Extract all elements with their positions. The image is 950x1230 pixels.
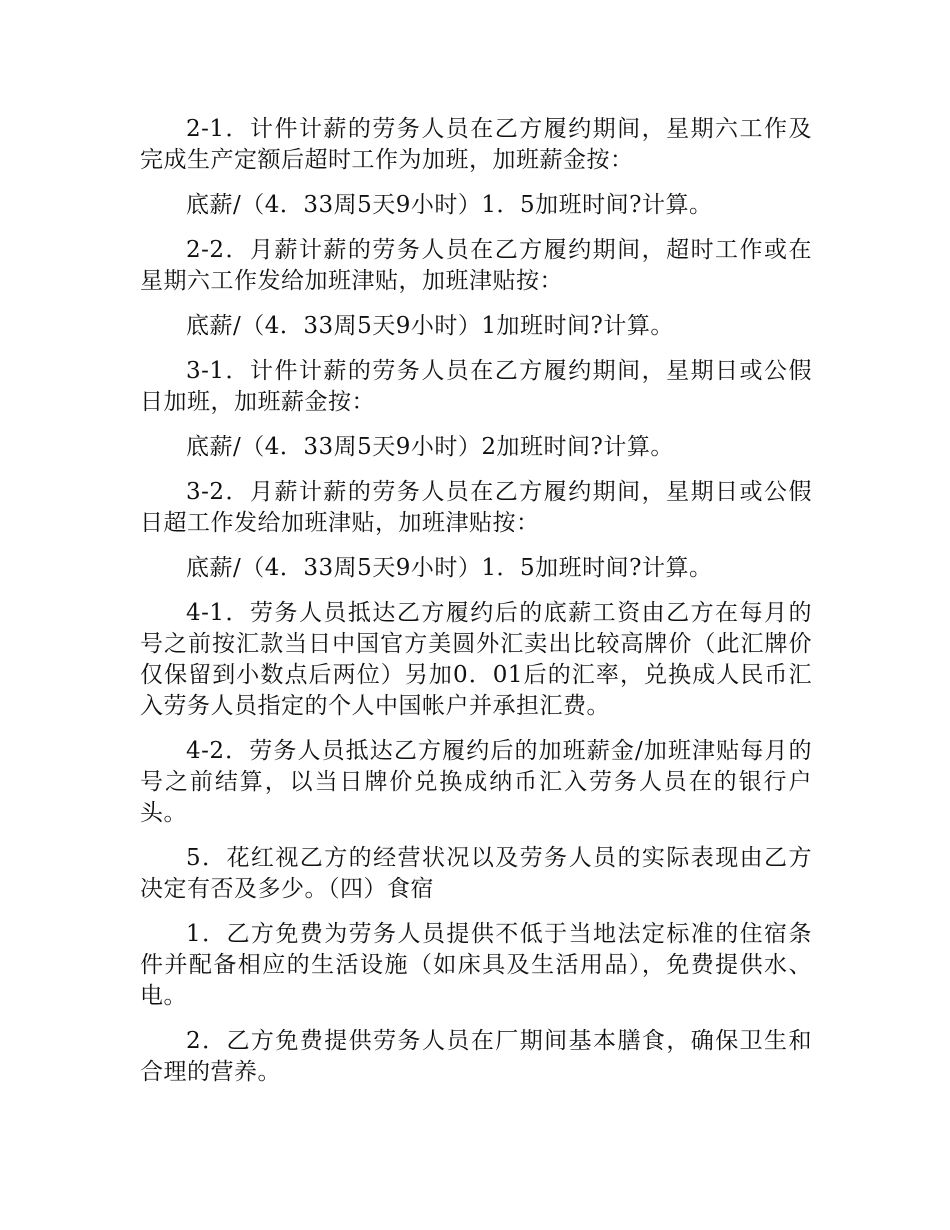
paragraph-5: 5．花红视乙方的经营状况以及劳务人员的实际表现由乙方决定有否及多少。（四）食宿	[140, 845, 812, 902]
paragraph-2-2: 2-2．月薪计薪的劳务人员在乙方履约期间，超时工作或在星期六工作发给加班津贴，加班津贴按：	[140, 237, 812, 294]
paragraph-4-1: 4-1．劳务人员抵达乙方履约后的底薪工资由乙方在每月的号之前按汇款当日中国官方美圆外汇卖出比较高牌价（此汇牌价仅保留到小数点后两位）另加0．01后的汇率，兑换成人民币汇入劳务人员指定的个人中国帐户并承担汇费。	[140, 600, 812, 719]
formula-3-1: 底薪/（4．33周5天9小时）2加班时间?计算。	[186, 434, 674, 460]
paragraph-2-1: 2-1．计件计薪的劳务人员在乙方履约期间，星期六工作及完成生产定额后超时工作为加班，加班薪金按：	[140, 116, 812, 173]
formula-3-2: 底薪/（4．33周5天9小时）1．5加班时间?计算。	[186, 555, 713, 581]
formula-2-2: 底薪/（4．33周5天9小时）1加班时间?计算。	[186, 313, 674, 339]
paragraph-lodging-1: 1．乙方免费为劳务人员提供不低于当地法定标准的住宿条件并配备相应的生活设施（如床具及生活用品），免费提供水、电。	[140, 921, 812, 1009]
paragraph-3-1: 3-1．计件计薪的劳务人员在乙方履约期间，星期日或公假日加班，加班薪金按：	[140, 358, 812, 415]
formula-2-1: 底薪/（4．33周5天9小时）1．5加班时间?计算。	[186, 192, 713, 218]
paragraph-4-2: 4-2．劳务人员抵达乙方履约后的加班薪金/加班津贴每月的号之前结算，以当日牌价兑换成纳币汇入劳务人员在的银行户头。	[140, 738, 812, 826]
paragraph-3-2: 3-2．月薪计薪的劳务人员在乙方履约期间，星期日或公假日超工作发给加班津贴，加班津贴按：	[140, 479, 812, 536]
paragraph-lodging-2: 2．乙方免费提供劳务人员在厂期间基本膳食，确保卫生和合理的营养。	[140, 1028, 812, 1085]
document-body	[140, 114, 812, 1102]
